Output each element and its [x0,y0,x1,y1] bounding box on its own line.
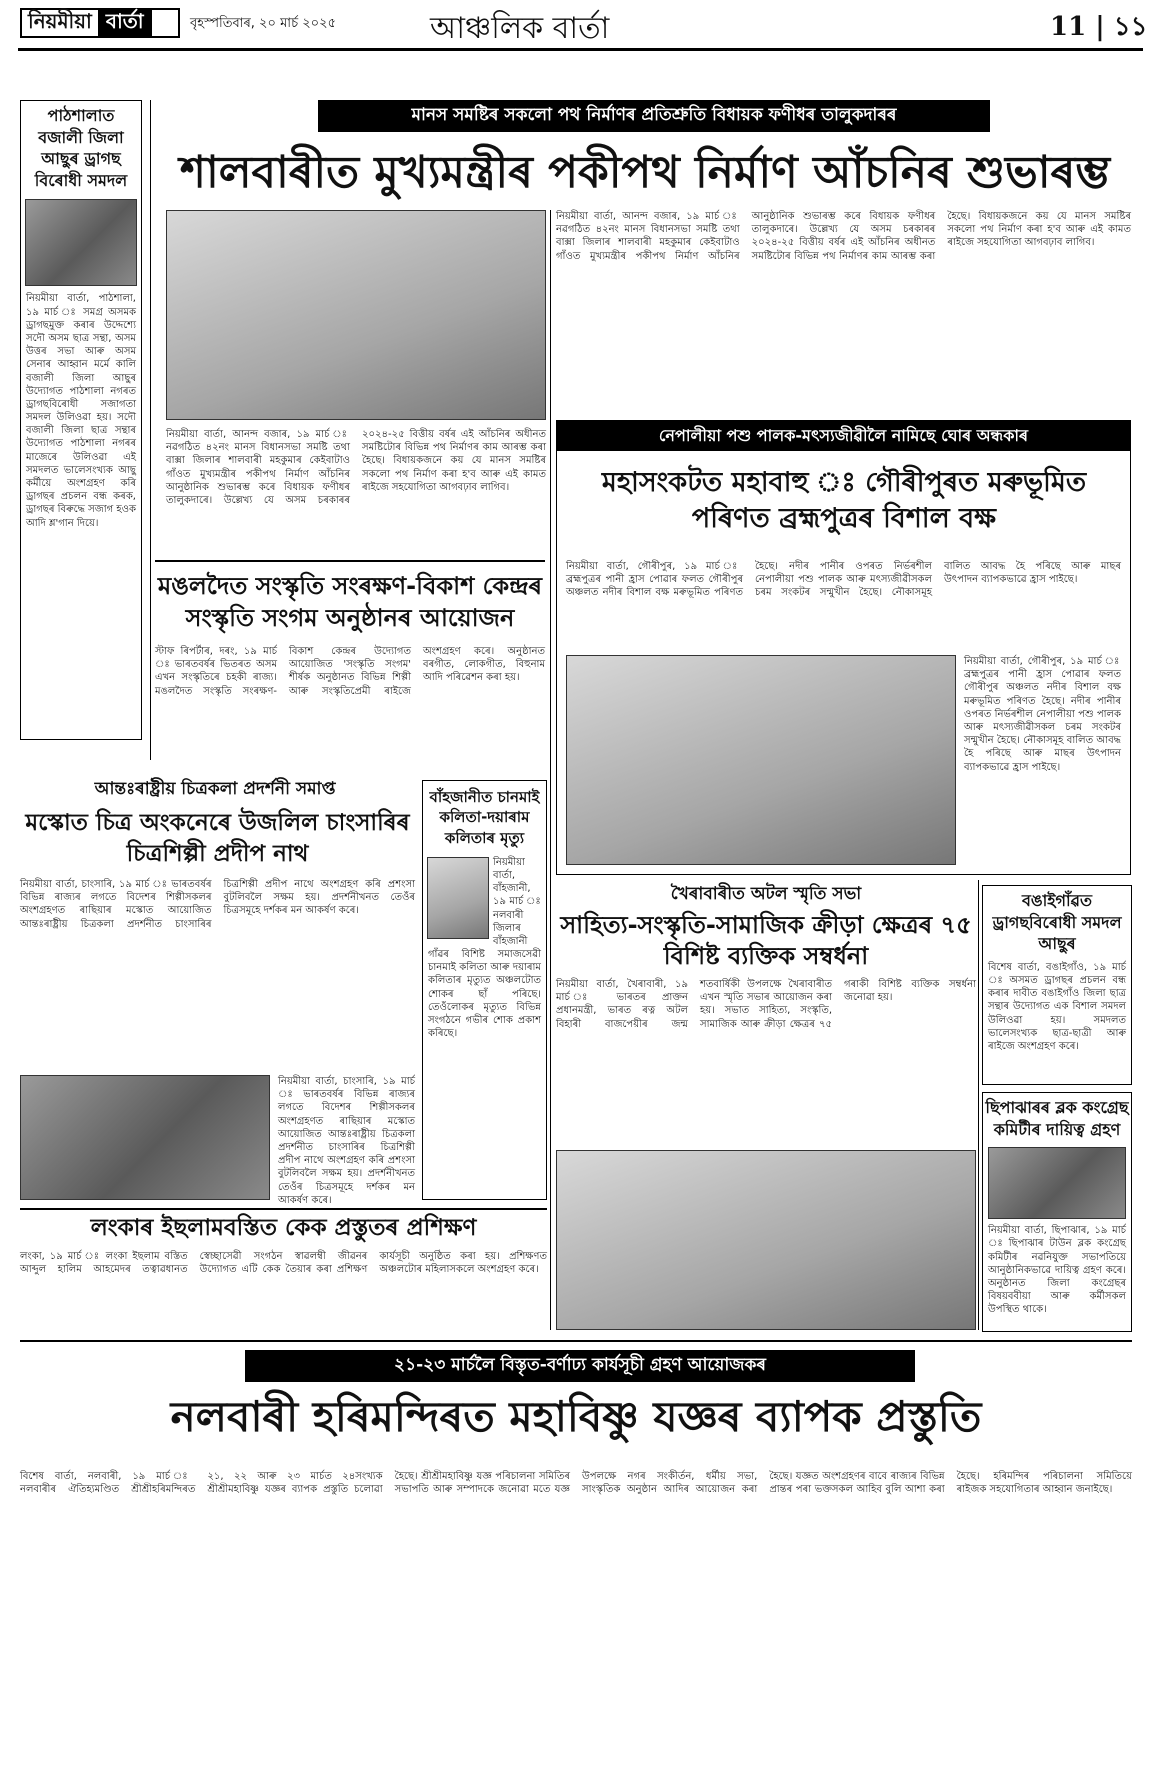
header-rule [18,48,1143,51]
river-photo [566,655,956,865]
atal-photo [556,1150,976,1330]
column-divider [150,100,151,760]
left-sidebar-title: পাঠশালাত বজালী জিলা আছুৰ ড্ৰাগছ বিৰোধী সমদল [34,106,128,190]
obituary-headline: বাঁহজানীত চানমাই কলিতা-দয়াৰাম কলিতাৰ মৃত্যু [429,788,540,847]
lanka-rule [20,1208,547,1210]
atal-headline: সাহিত্য-সংস্কৃতি-সামাজিক ক্ৰীড়া ক্ষেত্ৰৰ ৭৫ বিশিষ্ট ব্যক্তিক সম্বৰ্ধনা [560,911,972,971]
chhipajhar-title: ছিপাঝাৰৰ ব্লক কংগ্ৰেছ কমিটীৰ দায়িত্ব গ্ৰহণ [985,1098,1129,1139]
left-sidebar-box [20,100,142,740]
nepali-headline: মহাসংকটত মহাবাহু ঃ গৌৰীপুৰত মৰুভূমিত পৰিণত ব্ৰহ্মপুত্ৰৰ বিশাল বক্ষ [601,467,1087,535]
obituary-body: নিয়মীয়া বাৰ্তা, বাঁহজানী, ১৯ মাৰ্চ ঃ নলবাৰী জিলাৰ বাঁহজানী গাঁৱৰ বিশিষ্ট সমাজসেৱী চানমাই কলিতা আৰু দয়াৰাম কলিতাৰ মৃত্যুত অঞ্চলটোত শোকৰ ছাঁ পৰিছে। তেওঁলোকৰ মৃত্যুত বিভিন্ন সংগঠনে গভীৰ শোক প্ৰকাশ কৰিছে। [428,856,541,1040]
mongoldoi-body: স্টাফ ৰিপৰ্টাৰ, দৰং, ১৯ মাৰ্চ ঃ ভাৰতবৰ্ষৰ ভিতৰত অসম এখন সংস্কৃতিৰে চহকী ৰাজ্য। মঙলদৈত সংস্কৃতি সংৰক্ষণ-বিকাশ কেন্দ্ৰৰ উদ্যোগত আয়োজিত 'সংস্কৃতি সংগম' শীৰ্ষক অনুষ্ঠানত বিভিন্ন শিল্পী আৰু সংস্কৃতিপ্ৰেমী ৰাইজে অংশগ্ৰহণ কৰে। অনুষ্ঠানত বৰগীত, লোকগীত, বিহুনাম আদি পৰিৱেশন কৰা হয়। [155,646,545,697]
moscow-body: নিয়মীয়া বাৰ্তা, চাংসাৰি, ১৯ মাৰ্চ ঃ ভাৰতবৰ্ষৰ বিভিন্ন ৰাজ্যৰ লগতে বিদেশৰ শিল্পীসকলৰ অংশগ্ৰহণত ৰাছিয়াৰ মস্কোত আয়োজিত আন্তঃৰাষ্ট্ৰীয় চিত্ৰকলা প্ৰদৰ্শনীত চাংসাৰিৰ চিত্ৰশিল্পী প্ৰদীপ নাথে অংশগ্ৰহণ কৰি প্ৰশংসা বুটলিবলৈ সক্ষম হয়। প্ৰদৰ্শনীখনত তেওঁৰ চিত্ৰসমূহে দৰ্শকৰ মন আকৰ্ষণ কৰে। [20,879,415,930]
moscow-body-cont: নিয়মীয়া বাৰ্তা, চাংসাৰি, ১৯ মাৰ্চ ঃ ভাৰতবৰ্ষৰ বিভিন্ন ৰাজ্যৰ লগতে বিদেশৰ শিল্পীসকলৰ অংশগ্ৰহণত ৰাছিয়াৰ মস্কোত আয়োজিত আন্তঃৰাষ্ট্ৰীয় চিত্ৰকলা প্ৰদৰ্শনীত চাংসাৰিৰ চিত্ৰশিল্পী প্ৰদীপ নাথে অংশগ্ৰহণ কৰি প্ৰশংসা বুটলিবলৈ সক্ষম হয়। প্ৰদৰ্শনীখনত তেওঁৰ চিত্ৰসমূহে দৰ্শকৰ মন আকৰ্ষণ কৰে। [278,1076,415,1206]
bottom-kicker: ২১-২৩ মাৰ্চলৈ বিস্তৃত-বৰ্ণাঢ্য কাৰ্যসূচী গ্ৰহণ আয়োজকৰ [245,1350,915,1382]
moscow-headline: মস্কোত চিত্ৰ অংকনেৰে উজলিল চাংসাৰিৰ চিত্ৰশিল্পী প্ৰদীপ নাথ [25,810,410,868]
lead-body-1: নিয়মীয়া বাৰ্তা, আনন্দ বজাৰ, ১৯ মাৰ্চ ঃ নৱগঠিত ৪২নং মানস বিধানসভা সমষ্টি তথা বাক্সা জিলাৰ শালবাৰী মহকুমাৰ কেইবাটাও গাঁওত মুখ্যমন্ত্ৰীৰ পকীপথ নিৰ্মাণ আঁচনিৰ আনুষ্ঠানিক শুভাৰম্ভ কৰে বিধায়ক ফণীধৰ তালুকদাৰে। উল্লেখ্য যে অসম চৰকাৰৰ ২০২৪-২৫ বিত্তীয় বৰ্ষৰ এই আঁচনিৰ অধীনত সমষ্টিটোৰ বিভিন্ন পথ নিৰ্মাণৰ কাম আৰম্ভ কৰা হৈছে। বিধায়কজনে কয় যে মানস সমষ্টিৰ সকলো পথ নিৰ্মাণ কৰা হ'ব আৰু এই কামত ৰাইজে সহযোগিতা আগবঢ়াব লাগিব। [166,429,546,506]
nepali-body: নিয়মীয়া বাৰ্তা, গৌৰীপুৰ, ১৯ মাৰ্চ ঃ ব্ৰহ্মপুত্ৰৰ পানী হ্ৰাস পোৱাৰ ফলত গৌৰীপুৰ অঞ্চলত নদীৰ বিশাল বক্ষ মৰুভূমিত পৰিণত হৈছে। নদীৰ পানীৰ ওপৰত নিৰ্ভৰশীল নেপালীয়া পশু পালক আৰু মৎস্যজীৱীসকল চৰম সংকটৰ সন্মুখীন হৈছে। নৌকাসমূহ বালিত আবদ্ধ হৈ পৰিছে আৰু মাছৰ উৎপাদন ব্যাপকভাৱে হ্ৰাস পাইছে। [566,561,1121,599]
moscow-photo [20,1075,270,1200]
column-divider [978,880,979,1330]
obituary-box [422,780,547,1200]
logo-part1: নিয়মীয়া [28,8,92,33]
section-title: আঞ্চলিক বাৰ্তা [430,11,610,46]
atal-kicker: খৈৰাবাৰীত অটল স্মৃতি সভা [670,884,862,904]
chhipajhar-photo [988,1147,1126,1219]
left-sidebar-body: নিয়মীয়া বাৰ্তা, পাঠশালা, ১৯ মাৰ্চ ঃ সমগ্ৰ অসমক ড্ৰাগছমুক্ত কৰাৰ উদ্দেশ্যে সদৌ অসম ছাত্ৰ সন্থা, অসম উত্তৰ সভা আৰু অসম সেনাৰ আহ্বান মৰ্মে কালি বজালী জিলা আছুৰ উদ্যোগত পাঠশালা নগৰত ড্ৰাগছবিৰোধী সজাগতা সমদল উলিওৱা হয়। সদৌ বজালী জিলা ছাত্ৰ সন্থাৰ উদ্যোগত পাঠশালা নগৰৰ মাজেৰে উলিওৱা এই সমদলত ভালেসংখ্যক আছু কৰ্মীয়ে অংশগ্ৰহণ কৰি ড্ৰাগছৰ প্ৰচলন বন্ধ কৰক, ড্ৰাগছৰ বিৰুদ্ধে সজাগ হওক আদি শ্ল'গান দিয়ে। [26,293,136,529]
nepali-kicker: নেপালীয়া পশু পালক-মৎস্যজীৱীলৈ নামিছে ঘোৰ অন্ধকাৰ [557,421,1130,451]
masthead-logo [20,8,180,38]
lead-body-2: নিয়মীয়া বাৰ্তা, আনন্দ বজাৰ, ১৯ মাৰ্চ ঃ নৱগঠিত ৪২নং মানস বিধানসভা সমষ্টি তথা বাক্সা জিলাৰ শালবাৰী মহকুমাৰ কেইবাটাও গাঁওত মুখ্যমন্ত্ৰীৰ পকীপথ নিৰ্মাণ আঁচনিৰ আনুষ্ঠানিক শুভাৰম্ভ কৰে বিধায়ক ফণীধৰ তালুকদাৰে। উল্লেখ্য যে অসম চৰকাৰৰ ২০২৪-২৫ বিত্তীয় বৰ্ষৰ এই আঁচনিৰ অধীনত সমষ্টিটোৰ বিভিন্ন পথ নিৰ্মাণৰ কাম আৰম্ভ কৰা হৈছে। বিধায়কজনে কয় যে মানস সমষ্টিৰ সকলো পথ নিৰ্মাণ কৰা হ'ব আৰু এই কামত ৰাইজে সহযোগিতা আগবঢ়াব লাগিব। [556,211,1131,262]
bongaigaon-box [982,885,1132,1085]
moscow-kicker: আন্তঃৰাষ্ট্ৰীয় চিত্ৰকলা প্ৰদৰ্শনী সমাপ্ত [94,779,336,799]
lanka-body: লংকা, ১৯ মাৰ্চ ঃ লংকা ইছলাম বস্তিত আব্দুল হালিম আহমেদৰ তত্বাৱধানত স্বেচ্ছাসেৱী সংগঠন স্বাৱলম্বী জীৱনৰ উদ্যোগত এটি কেক তৈয়াৰ কৰা প্ৰশিক্ষণ কাৰ্যসূচী অনুষ্ঠিত কৰা হয়। প্ৰশিক্ষণত অঞ্চলটোৰ মহিলাসকলে অংশগ্ৰহণ কৰে। [20,1251,547,1276]
issue-date: বৃহস্পতিবাৰ, ২০ মাৰ্চ ২০২৫ [190,16,337,31]
logo-part2: বার্তা [98,10,152,36]
bongaigaon-body: বিশেষ বাৰ্তা, বঙাইগাঁও, ১৯ মাৰ্চ ঃ অসমত ড্ৰাগছৰ প্ৰচলন বন্ধ কৰাৰ দাবীত বঙাইগাঁও জিলা ছাত্ৰ সন্থাৰ উদ্যোগত এক বিশাল সমদল উলিওৱা হয়। সমদলত ভালেসংখ্যক ছাত্ৰ-ছাত্ৰী আৰু ৰাইজে অংশগ্ৰহণ কৰে। [988,961,1126,1052]
obituary-photo [427,857,489,939]
chhipajhar-box [982,1092,1132,1332]
bongaigaon-title: বঙাইগাঁৱত ড্ৰাগছবিৰোধী সমদল আছুৰ [992,891,1122,954]
lanka-headline: লংকাৰ ইছলামবস্তিত কেক প্ৰস্তুতৰ প্ৰশিক্ষণ [90,1215,477,1241]
bottom-headline: নলবাৰী হৰিমন্দিৰত মহাবিষ্ণু যজ্ঞৰ ব্যাপক প্ৰস্তুতি [170,1392,982,1441]
mongoldoi-rule [155,560,545,562]
column-divider [550,210,551,1330]
atal-body: নিয়মীয়া বাৰ্তা, খৈৰাবাৰী, ১৯ মাৰ্চ ঃ ভাৰতৰ প্ৰাক্তন প্ৰধানমন্ত্ৰী, ভাৰত ৰত্ন অটল বিহাৰী বাজপেয়ীৰ জন্ম শতবাৰ্ষিকী উপলক্ষে খৈৰাবাৰীত এখন স্মৃতি সভাৰ আয়োজন কৰা হয়। সভাত সাহিত্য, সংস্কৃতি, সামাজিক আৰু ক্ৰীড়া ক্ষেত্ৰৰ ৭৫ গৰাকী বিশিষ্ট ব্যক্তিক সম্বৰ্ধনা জনোৱা হয়। [556,979,976,1030]
lead-photo [166,210,546,420]
chhipajhar-body: নিয়মীয়া বাৰ্তা, ছিপাঝাৰ, ১৯ মাৰ্চ ঃ ছিপাঝাৰ টাউন ব্লক কংগ্ৰেছ কমিটীৰ নৱনিযুক্ত সভাপতিয়ে আনুষ্ঠানিকভাৱে দায়িত্ব গ্ৰহণ কৰে। অনুষ্ঠানত জিলা কংগ্ৰেছৰ বিষয়ববীয়া আৰু কৰ্মীসকল উপস্থিত থাকে। [988,1225,1126,1316]
lead-headline: শালবাৰীত মুখ্যমন্ত্ৰীৰ পকীপথ নিৰ্মাণ আঁচনিৰ শুভাৰম্ভ [179,147,1111,198]
page-number: 11 | ১১ [1050,12,1148,42]
mongoldoi-headline: মঙলদৈত সংস্কৃতি সংৰক্ষণ-বিকাশ কেন্দ্ৰৰ সংস্কৃতি সংগম অনুষ্ঠানৰ আয়োজন [157,572,543,633]
lead-kicker: মানস সমষ্টিৰ সকলো পথ নিৰ্মাণৰ প্ৰতিশ্ৰুতি বিধায়ক ফণীধৰ তালুকদাৰৰ [318,100,990,132]
bottom-rule [20,1340,1132,1342]
bottom-body: বিশেষ বাৰ্তা, নলবাৰী, ১৯ মাৰ্চ ঃ নলবাৰীৰ ঐতিহ্যমণ্ডিত শ্ৰীশ্ৰীহৰিমন্দিৰত ২১, ২২ আৰু ২৩ মাৰ্চত ২৪সংখ্যক শ্ৰীশ্ৰীমহাবিষ্ণু যজ্ঞৰ ব্যাপক প্ৰস্তুতি চলোৱা হৈছে। শ্ৰীশ্ৰীমহাবিষ্ণু যজ্ঞ পৰিচালনা সমিতিৰ সভাপতি আৰু সম্পাদকে জনোৱা মতে যজ্ঞ উপলক্ষে নগৰ সংকীৰ্তন, ধৰ্মীয় সভা, সাংস্কৃতিক অনুষ্ঠান আদিৰ আয়োজন কৰা হৈছে। যজ্ঞত অংশগ্ৰহণৰ বাবে ৰাজ্যৰ বিভিন্ন প্ৰান্তৰ পৰা ভক্তসকল আহিব বুলি আশা কৰা হৈছে। হৰিমন্দিৰ পৰিচালনা সমিতিয়ে ৰাইজক সহযোগিতাৰ আহ্বান জনাইছে। [20,1471,1132,1496]
nepali-body-cont: নিয়মীয়া বাৰ্তা, গৌৰীপুৰ, ১৯ মাৰ্চ ঃ ব্ৰহ্মপুত্ৰৰ পানী হ্ৰাস পোৱাৰ ফলত গৌৰীপুৰ অঞ্চলত নদীৰ বিশাল বক্ষ মৰুভূমিত পৰিণত হৈছে। নদীৰ পানীৰ ওপৰত নিৰ্ভৰশীল নেপালীয়া পশু পালক আৰু মৎস্যজীৱীসকল চৰম সংকটৰ সন্মুখীন হৈছে। নৌকাসমূহ বালিত আবদ্ধ হৈ পৰিছে আৰু মাছৰ উৎপাদন ব্যাপকভাৱে হ্ৰাস পাইছে। [964,656,1121,773]
left-sidebar-photo [25,199,137,286]
